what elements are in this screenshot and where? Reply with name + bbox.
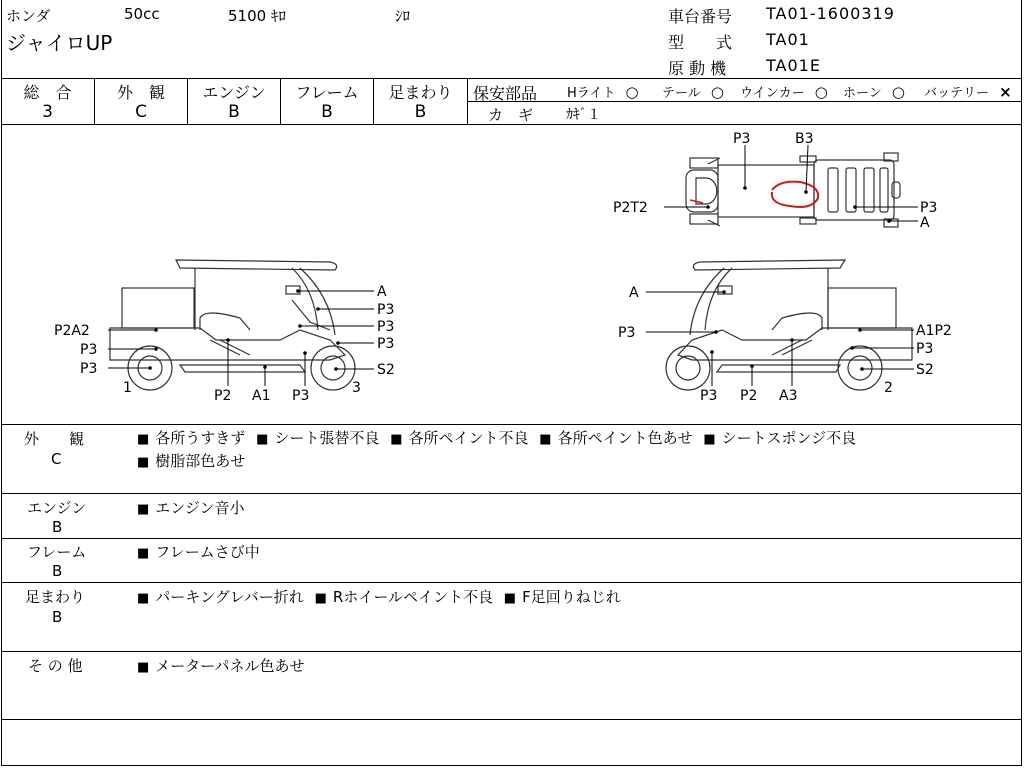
note-label-frame: フレーム <box>27 543 87 561</box>
divider <box>1 78 1022 79</box>
right-label: P3 <box>916 341 934 357</box>
safety-item-mark: ○ <box>891 83 905 101</box>
note-item: メーターパネル色あせ <box>155 657 305 675</box>
model-name: ジャイロUP <box>6 31 113 55</box>
safety-item-mark: × <box>999 83 1012 101</box>
note-item: 各所ペイント色あせ <box>557 429 693 447</box>
safety-item-name: テール <box>662 86 701 101</box>
safety-item-mark: ○ <box>814 83 828 101</box>
note-grade-engine: B <box>52 518 63 536</box>
engine-label: 原 動 機 <box>668 59 727 78</box>
note-grade-exterior: C <box>51 450 62 468</box>
divider <box>467 78 468 124</box>
right-label: P3 <box>618 325 636 341</box>
safety-tail <box>662 82 724 101</box>
grade-frame: B <box>321 102 333 122</box>
grade-header-exterior: 外 観 <box>116 83 165 102</box>
note-item: 各所ペイント不良 <box>408 429 529 447</box>
note-line: ■ エンジン音小 <box>137 499 245 517</box>
safety-item-name: ホーン <box>843 86 882 101</box>
note-item: パーキングレバー折れ <box>155 588 304 606</box>
chassis-label: 車台番号 <box>668 7 733 26</box>
type-value: TA01 <box>766 30 810 49</box>
top-label: B3 <box>795 131 814 147</box>
left-label: P3 <box>377 319 395 335</box>
safety-battery <box>924 82 1012 101</box>
grade-exterior: C <box>135 102 147 122</box>
note-grade-suspension: B <box>52 608 63 626</box>
left-label: P3 <box>80 361 98 377</box>
note-item: フレームさび中 <box>155 543 260 561</box>
color: ｼﾛ <box>395 7 411 25</box>
right-label: A3 <box>779 388 798 404</box>
note-grade-frame: B <box>52 562 63 580</box>
grade-header-total: 総 合 <box>23 83 72 102</box>
note-line: ■ フレームさび中 <box>137 543 260 561</box>
top-label: P3 <box>733 131 751 147</box>
left-label: P3 <box>377 302 395 318</box>
left-label: 3 <box>352 380 361 396</box>
right-label: S2 <box>916 362 934 378</box>
note-line: ■ 各所うすきず ■ シート張替不良 ■ 各所ペイント不良 ■ 各所ペイント色あせ ■ シートスポンジ不良 <box>137 429 857 447</box>
note-line: ■ 樹脂部色あせ <box>137 452 246 470</box>
note-line: ■ パーキングレバー折れ ■ Rホイールペイント不良 ■ F足回りねじれ <box>137 588 621 606</box>
left-label: A <box>377 284 387 300</box>
top-label: P2T2 <box>613 200 648 216</box>
left-label: A1 <box>252 388 271 404</box>
displacement: 50cc <box>124 5 160 23</box>
key-value: ｶｷﾞ１ <box>566 107 601 123</box>
note-item: エンジン音小 <box>155 499 245 517</box>
note-item: シートスポンジ不良 <box>721 429 857 447</box>
divider <box>1 424 1022 425</box>
note-item: F足回りねじれ <box>522 588 621 606</box>
note-label-engine: エンジン <box>27 499 87 517</box>
safety-winker <box>740 82 828 101</box>
left-label: P2A2 <box>54 323 90 339</box>
note-item: Rホイールペイント不良 <box>332 588 494 606</box>
chassis-no: TA01-1600319 <box>766 4 895 23</box>
divider <box>468 101 1022 102</box>
divider <box>1 582 1022 583</box>
divider <box>1 651 1022 652</box>
right-label: P2 <box>740 388 758 404</box>
left-label: P3 <box>292 388 310 404</box>
type-label: 型 式 <box>668 33 733 52</box>
right-label: 2 <box>884 380 893 396</box>
right-side-vehicle <box>666 260 912 390</box>
safety-item-name: Hライト <box>567 86 616 101</box>
top-label: P3 <box>920 200 938 216</box>
safety-item-name: バッテリー <box>924 86 990 101</box>
note-item: シート張替不良 <box>274 429 380 447</box>
note-label-other: そ の 他 <box>28 657 83 675</box>
left-label: 1 <box>123 380 132 396</box>
grade-suspension: B <box>414 102 427 122</box>
safety-headlight <box>567 82 639 101</box>
safety-label: 保安部品 <box>473 84 538 103</box>
safety-item-mark: ○ <box>710 83 724 101</box>
damage-diagram <box>0 125 1022 425</box>
top-label: A <box>920 215 930 231</box>
note-label-suspension: 足まわり <box>25 588 86 606</box>
key-label: カ ギ <box>488 106 534 124</box>
damage-mark <box>772 182 818 207</box>
grade-engine: B <box>228 102 240 122</box>
grade-header-engine: エンジン <box>202 83 266 102</box>
safety-item-mark: ○ <box>625 83 639 101</box>
safety-item-name: ウインカー <box>740 86 805 101</box>
note-line: ■ メーターパネル色あせ <box>137 657 305 675</box>
divider <box>1 538 1022 539</box>
divider <box>1 493 1022 494</box>
note-item: 各所うすきず <box>155 429 246 447</box>
safety-horn <box>843 82 905 101</box>
left-label: P2 <box>214 388 232 404</box>
left-label: P3 <box>377 336 395 352</box>
note-label-exterior: 外 観 <box>24 430 85 448</box>
mileage: 5100 ｷﾛ <box>228 7 286 25</box>
right-label: A <box>629 285 639 301</box>
left-label: P3 <box>80 342 98 358</box>
grade-header-suspension: 足まわり <box>388 83 453 102</box>
grade-header-frame: フレーム <box>295 83 359 102</box>
left-label: S2 <box>377 362 395 378</box>
left-side-vehicle <box>110 260 355 390</box>
note-item: 樹脂部色あせ <box>155 452 246 470</box>
right-label: A1P2 <box>916 323 952 339</box>
maker: ホンダ <box>6 7 51 25</box>
grade-total: 3 <box>42 102 53 122</box>
right-label: P3 <box>700 388 718 404</box>
engine-value: TA01E <box>766 56 821 75</box>
divider <box>1 719 1022 720</box>
top-view-vehicle <box>686 153 900 227</box>
